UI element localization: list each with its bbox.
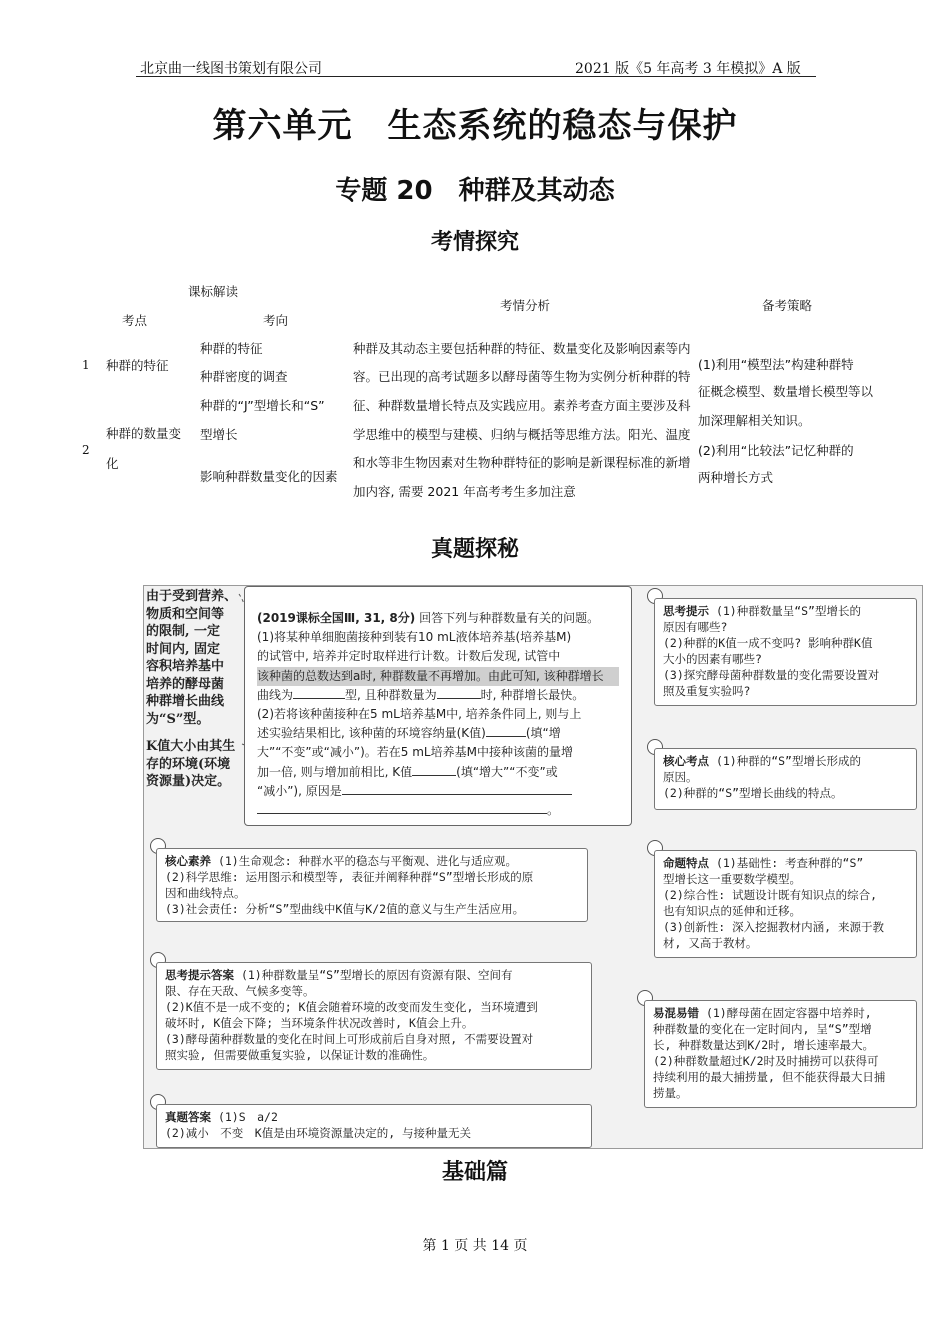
header-divider <box>136 76 816 77</box>
row-kaoxiang: 种群密度的调查 <box>200 369 288 384</box>
feature-box: 命题特点 (1)基础性: 考查种群的“S” 型增长这一重要数学模型。 (2)综合性: 试题设计既有知识点的综合, 也有知识点的延伸和迁移。 (3)创新性: 深入挖掘教材内涵, 来源于教 材, 又高于教材。 <box>654 850 917 958</box>
analysis-line: 学思维中的模型与建模、归纳与概括等思维方法。阳光、温度 <box>353 427 691 442</box>
handwritten-note: 由于受到营养、 物质和空间等 的限制, 一定 时间内, 固定 容积培养基中 培养的酵母菌 种群增长曲线 为“S”型。 K值大小由其生 存的环境(环境 资源量)决定。 <box>146 589 238 789</box>
section-zhenti: 真题探秘 <box>430 537 519 562</box>
analysis-line: 征、种群数量增长特点及实践应用。素养考查方面主要涉及科 <box>353 398 691 413</box>
row-kaoxiang: 种群的特征 <box>200 341 263 356</box>
think-tip-box: 思考提示 (1)种群数量呈“S”型增长的 原因有哪些? (2)种群的K值一成不变吗? 影响种群K值 大小的因素有哪些? (3)探究酵母菌种群数量的变化需要设置对 照及重复实验吗? <box>654 598 917 706</box>
analysis-line: 加内容, 需要 2021 年高考考生多加注意 <box>353 484 576 499</box>
unit-title: 第六单元 生态系统的稳态与保护 <box>212 106 738 146</box>
analysis-line: 容。已出现的高考试题多以酵母菌等生物为实例分析种群的特 <box>353 369 691 384</box>
row-number: 1 <box>82 358 90 372</box>
col-kaodian-header: 考点 <box>122 313 148 328</box>
header-edition: 2021 版《5 年高考 3 年模拟》A 版 <box>575 61 801 77</box>
core-literacy-box: 核心素养 (1)生命观念: 种群水平的稳态与平衡观、进化与适应观。 (2)科学思维: 运用图示和模型等, 表征并阐释种群“S”型增长形成的原 因和曲线特点。 (3)社会责任: 分析“S”型曲线中K值与K/2值的意义与生产生活应用。 <box>156 848 588 922</box>
core-point-box: 核心考点 (1)种群的“S”型增长形成的 原因。 (2)种群的“S”型增长曲线的特点。 <box>654 748 917 810</box>
strategy-line: 加深理解相关知识。 <box>698 413 811 428</box>
page-footer: 第 1 页 共 14 页 <box>422 1238 528 1254</box>
think-answer-box: 思考提示答案 (1)种群数量呈“S”型增长的原因有资源有限、空间有 限、存在天敌、气候多变等。 (2)K值不是一成不变的; K值会随着环境的改变而发生变化, 当环境遭到 破坏时, K值会下降; 当环境条件状况改善时, K值会上升。 (3)酵母菌种群数量的变化在时间上可形成前后自身对照, 不需要设置对 照实验, 但需要做重复实验, 以保证计数的准确性。 <box>156 962 592 1070</box>
strategy-line: 两种增长方式 <box>698 470 774 485</box>
analysis-line: 和水等非生物因素对生物种群特征的影响是新课程标准的新增 <box>353 455 691 470</box>
row-number: 2 <box>82 443 90 457</box>
exam-question: (2019课标全国Ⅲ, 31, 8分) 回答下列与种群数量有关的问题。 (1)将某种单细胞菌接种到装有10 mL液体培养基(培养基M) 的试管中, 培养并定时取样进行计数。计数后发现, 试管中 该种菌的总数达到a时, 种群数量不再增加。由此可知, 该种群增长 曲线为 型, 且种群数量为 时, 种群增长最快。 (2)若将该种菌接种在5 mL培养基M中, 培养条件同上, 则与上 述实验结果相比, 该种菌的环境容纳量(K值) (填“增 大”“不变”或“减小”)。若在5 mL培养基M中接种该菌的量增 加一倍, 则与增加前相比, K值 (填“增大”“不变”或 “减小”), 原因是 。 <box>244 586 632 826</box>
col-group-header: 课标解读 <box>188 284 239 299</box>
section-jichu: 基础篇 <box>441 1160 508 1185</box>
row-kaoxiang: 种群的“J”型增长和“S” <box>200 398 325 413</box>
col-kaoxiang-header: 考向 <box>263 313 289 328</box>
header-publisher: 北京曲一线图书策划有限公司 <box>140 61 322 77</box>
row-kaoxiang: 影响种群数量变化的因素 <box>200 469 338 484</box>
strategy-line: 征概念模型、数量增长模型等以 <box>698 384 874 399</box>
exam-figure <box>143 585 923 1149</box>
row-kaoxiang: 型增长 <box>200 427 238 442</box>
strategy-line: (1)利用“模型法”构建种群特 <box>698 357 854 372</box>
row-kaodian: 化 <box>106 456 119 471</box>
row-kaodian: 种群的特征 <box>106 358 169 373</box>
strategy-line: (2)利用“比较法”记忆种群的 <box>698 443 854 458</box>
col-strategy-header: 备考策略 <box>762 298 813 313</box>
row-kaodian: 种群的数量变 <box>106 426 182 441</box>
mistake-box: 易混易错 (1)酵母菌在固定容器中培养时, 种群数量的变化在一定时间内, 呈“S”型增 长, 种群数量达到K/2时, 增长速率最大。 (2)种群数量超过K/2时及时捕捞可以获得可 持续利用的最大捕捞量, 但不能获得最大日捕 捞量。 <box>644 1000 917 1108</box>
col-analysis-header: 考情分析 <box>500 298 551 313</box>
topic-title: 专题 20 种群及其动态 <box>335 176 615 206</box>
answer-box: 真题答案 (1)S a/2 (2)减小 不变 K值是由环境资源量决定的, 与接种量无关 <box>156 1104 592 1148</box>
analysis-line: 种群及其动态主要包括种群的特征、数量变化及影响因素等内 <box>353 341 691 356</box>
section-kaoqing: 考情探究 <box>430 230 519 255</box>
